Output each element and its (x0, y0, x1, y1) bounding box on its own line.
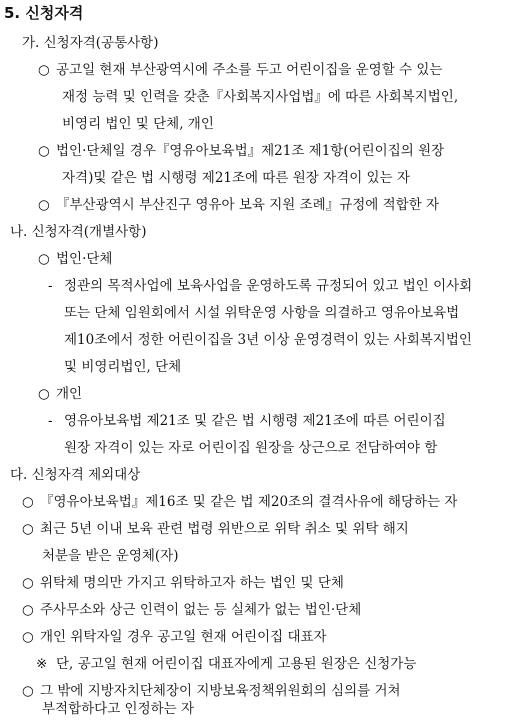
heading-individual: 나. 신청자격(개별사항) (10, 224, 147, 240)
item-text-cont: 재정 능력 및 인력을 갖춘『사회복지사업법』에 따른 사회복지법인, (62, 89, 459, 105)
list-item-nominal (22, 574, 344, 592)
list-item-no-office (22, 601, 361, 619)
item-text: 그 밖에 지방자치단체장이 지방보육정책위원회의 심의를 거쳐 (40, 683, 401, 699)
circle-bullet-icon: ○ (22, 494, 34, 510)
circle-bullet-icon: ○ (38, 386, 50, 402)
item-text-cont: 또는 단체 임원회에서 시설 위탁운영 사항을 의결하고 영유아보육법 (64, 305, 460, 321)
reference-mark-icon: ※ (36, 656, 48, 672)
subheading-ind (38, 385, 82, 403)
circle-bullet-icon: ○ (22, 521, 34, 537)
list-item-violation (22, 520, 409, 538)
subheading-label: 개인 (56, 386, 83, 402)
heading-common: 가. 신청자격(공통사항) (22, 35, 159, 51)
circle-bullet-icon: ○ (38, 62, 50, 78)
subheading-label: 법인·단체 (56, 251, 113, 267)
note (36, 655, 416, 673)
list-item-director (38, 142, 444, 160)
note-text: 단, 공고일 현재 어린이집 대표자에게 고용된 원장은 신청가능 (56, 656, 417, 672)
item-text-cont: 및 비영리법인, 단체 (64, 359, 182, 375)
circle-bullet-icon: ○ (22, 683, 34, 699)
item-text: 개인 위탁자일 경우 공고일 현재 어린이집 대표자 (40, 629, 327, 645)
subheading-org (38, 250, 112, 268)
item-text-cont: 부적합하다고 인정하는 자 (42, 701, 195, 717)
dash-item-org (48, 277, 472, 295)
circle-bullet-icon: ○ (38, 143, 50, 159)
item-text: 정관의 목적사업에 보육사업을 운영하도록 규정되어 있고 법인 이사회 (64, 278, 473, 294)
item-text: 『부산광역시 부산진구 영유아 보육 지원 조례』규정에 적합한 자 (56, 197, 440, 213)
dash-item-ind (48, 412, 446, 430)
item-text: 영유아보육법 제21조 및 같은 법 시행령 제21조에 따른 어린이집 (64, 413, 446, 429)
item-text-cont: 제10조에서 정한 어린이집을 3년 이상 운영경력이 있는 사회복지법인 (64, 332, 472, 348)
item-text-cont: 자격)및 같은 법 시행령 제21조에 따른 원장 자격이 있는 자 (62, 170, 410, 186)
item-text: 법인·단체일 경우『영유아보육법』제21조 제1항(어린이집의 원장 (56, 143, 445, 159)
item-text: 공고일 현재 부산광역시에 주소를 두고 어린이집을 운영할 수 있는 (56, 62, 443, 78)
dash-bullet-icon: - (48, 413, 53, 429)
list-item-residence (38, 61, 500, 79)
list-item-representative (22, 628, 327, 646)
section-title: 5. 신청자격 (4, 4, 84, 22)
item-text-cont: 처분을 받은 운영체(자) (42, 548, 179, 564)
circle-bullet-icon: ○ (22, 629, 34, 645)
list-item-ordinance (38, 196, 439, 214)
circle-bullet-icon: ○ (38, 197, 50, 213)
circle-bullet-icon: ○ (22, 575, 34, 591)
item-text: 최근 5년 이내 보육 관련 법령 위반으로 위탁 취소 및 위탁 해지 (40, 521, 409, 537)
item-text-cont: 비영리 법인 및 단체, 개인 (62, 116, 214, 132)
dash-bullet-icon: - (48, 278, 53, 294)
list-item-disqualify (22, 493, 457, 511)
item-text: 주사무소와 상근 인력이 없는 등 실체가 없는 법인·단체 (40, 602, 362, 618)
circle-bullet-icon: ○ (22, 602, 34, 618)
list-item-other (22, 682, 401, 700)
item-text: 위탁체 명의만 가지고 위탁하고자 하는 법인 및 단체 (40, 575, 344, 591)
item-text: 『영유아보육법』제16조 및 같은 법 제20조의 결격사유에 해당하는 자 (40, 494, 458, 510)
circle-bullet-icon: ○ (38, 251, 50, 267)
heading-excluded: 다. 신청자격 제외대상 (10, 467, 141, 483)
item-text-cont: 원장 자격이 있는 자로 어린이집 원장을 상근으로 전담하여야 함 (64, 440, 438, 456)
